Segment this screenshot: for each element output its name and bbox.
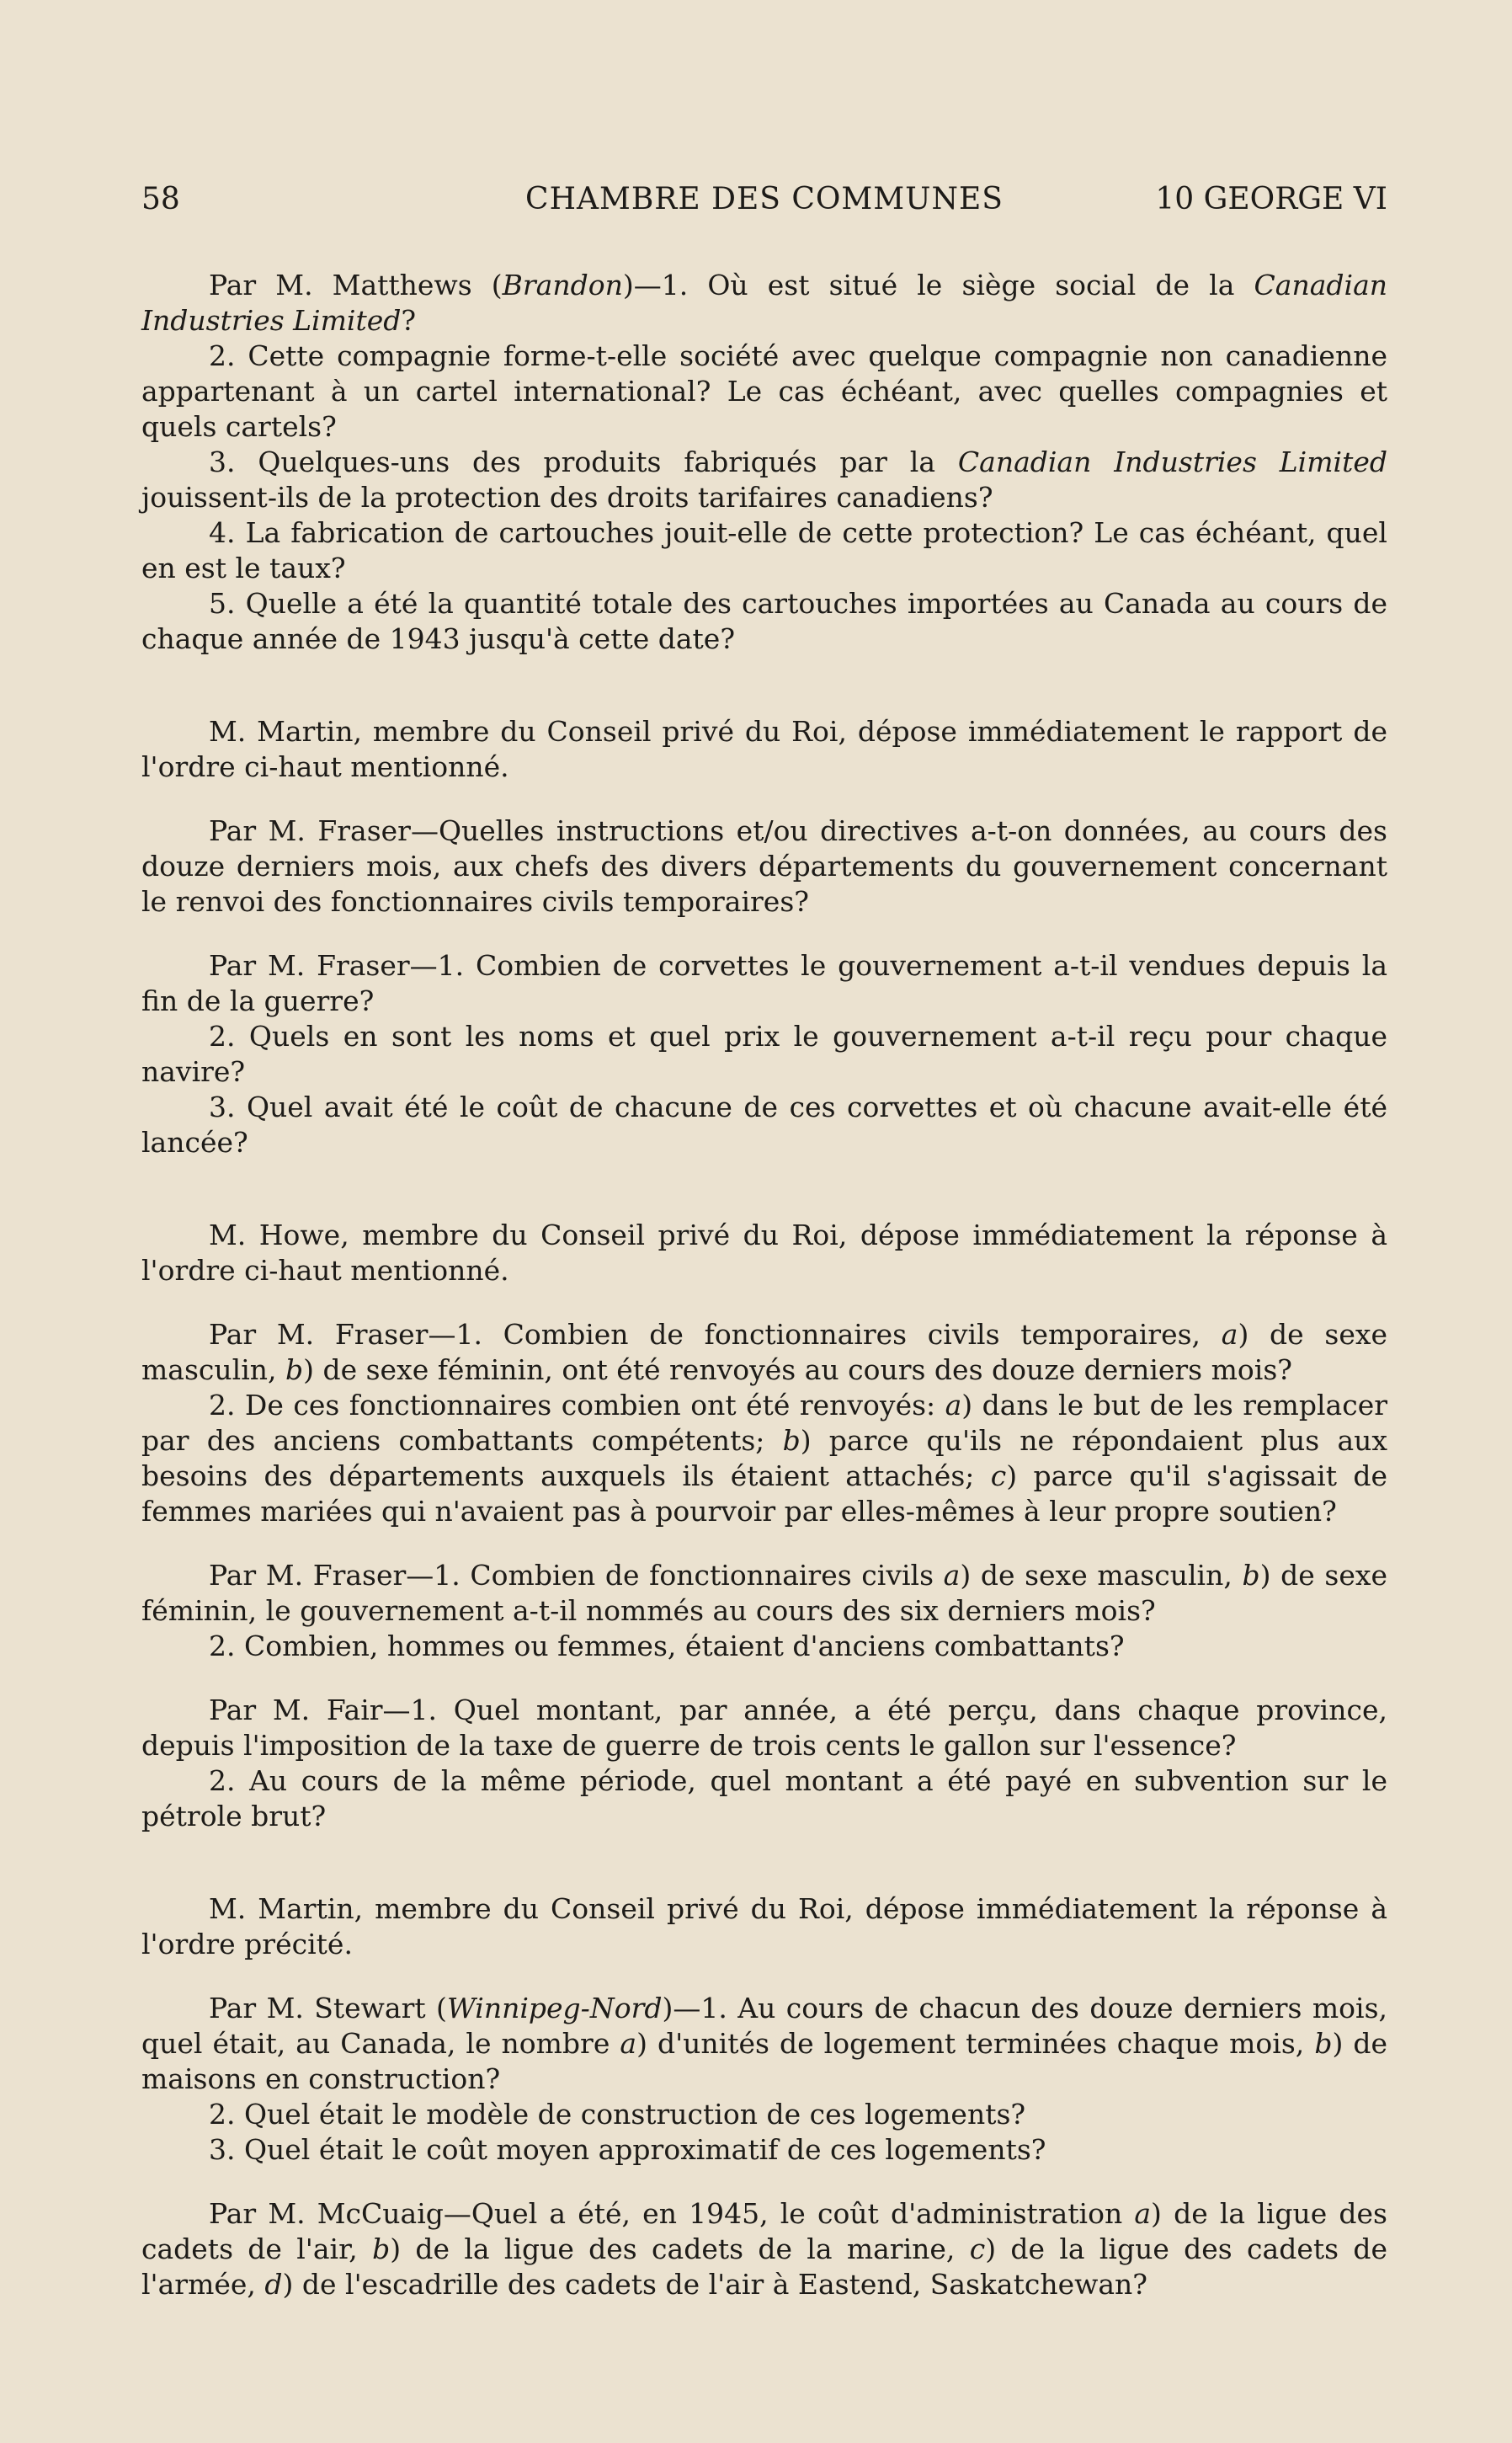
question-fraser-nommes-1: Par M. Fraser—1. Combien de fonctionnaires civils a) de sexe masculin, b) de sexe féminin, le gouvernement a-t-il nommés au cours des six derniers mois? [141,1559,1387,1627]
running-header [141,179,1387,221]
question-fraser-corvettes-3: 3. Quel avait été le coût de chacune de ces corvettes et où chacune avait-elle été lancée? [141,1091,1387,1159]
question-fair-1: Par M. Fair—1. Quel montant, par année, a été perçu, dans chaque province, depuis l'imposition de la taxe de guerre de trois cents le gallon sur l'essence? [141,1694,1387,1762]
question-matthews-5: 5. Quelle a été la quantité totale des cartouches importées au Canada au cours de chaque année de 1943 jusqu'à cette date? [141,587,1387,655]
question-fraser-nommes-2: 2. Combien, hommes ou femmes, étaient d'anciens combattants? [209,1630,1125,1662]
question-fraser-corvettes-2: 2. Quels en sont les noms et quel prix le gouvernement a-t-il reçu pour chaque navire? [141,1020,1387,1088]
journal-title: CHAMBRE DES COMMUNES [525,182,1004,216]
question-stewart-1: Par M. Stewart (Winnipeg-Nord)—1. Au cours de chacun des douze derniers mois, quel était, au Canada, le nombre a) d'unités de logement terminées chaque mois, b) de maisons en construction? [141,1992,1387,2095]
question-matthews-4: 4. La fabrication de cartouches jouit-elle de cette protection? Le cas échéant, quel en est le taux? [141,516,1387,584]
question-fraser-corvettes-1: Par M. Fraser—1. Combien de corvettes le gouvernement a-t-il vendues depuis la fin de la guerre? [141,949,1387,1017]
answer-martin-2: M. Martin, membre du Conseil privé du Roi, dépose immédiatement la réponse à l'ordre précité. [141,1892,1387,1960]
question-matthews-2: 2. Cette compagnie forme-t-elle société avec quelque compagnie non canadienne appartenant à un cartel international? Le cas échéant, avec quelles compagnies et quels cartels? [141,339,1387,443]
regnal-year: 10 GEORGE VI [1155,182,1387,216]
answer-martin-1: M. Martin, membre du Conseil privé du Roi, dépose immédiatement le rapport de l'ordre ci-haut mentionné. [141,715,1387,783]
question-fraser-temporaires-1: Par M. Fraser—1. Combien de fonctionnaires civils temporaires, a) de sexe masculin, b) de sexe féminin, ont été renvoyés au cours des douze derniers mois? [141,1318,1387,1386]
question-fraser-temporaires-2: 2. De ces fonctionnaires combien ont été renvoyés: a) dans le but de les remplacer par des anciens combattants compétents; b) parce qu'ils ne répondaient plus aux besoins des départements auxquels ils étaient attachés; c) parce qu'il s'agissait de femmes mariées qui n'avaient pas à pourvoir par elles-mêmes à leur propre soutien? [141,1389,1387,1528]
body-text [141,268,1387,2302]
question-matthews-3: 3. Quelques-uns des produits fabriqués par la Canadian Industries Limited jouissent-ils de la protection des droits tarifaires canadiens? [141,445,1387,514]
question-matthews-1: Par M. Matthews (Brandon)—1. Où est situé le siège social de la Canadian Industries Limited? [141,269,1388,337]
question-fair-2: 2. Au cours de la même période, quel montant a été payé en subvention sur le pétrole brut? [141,1764,1387,1832]
question-mccuaig: Par M. McCuaig—Quel a été, en 1945, le coût d'administration a) de la ligue des cadets de l'air, b) de la ligue des cadets de la marine, c) de la ligue des cadets de l'armée, d) de l'escadrille des cadets de l'air à Eastend, Saskatchewan? [141,2197,1388,2301]
question-fraser-instructions: Par M. Fraser—Quelles instructions et/ou directives a-t-on données, au cours des douze derniers mois, aux chefs des divers départements du gouvernement concernant le renvoi des fonctionnaires civils temporaires? [141,814,1387,918]
question-stewart-3: 3. Quel était le coût moyen approximatif de ces logements? [209,2133,1046,2166]
answer-howe: M. Howe, membre du Conseil privé du Roi, dépose immédiatement la réponse à l'ordre ci-haut mentionné. [141,1219,1387,1287]
page-number: 58 [141,182,180,216]
question-stewart-2: 2. Quel était le modèle de construction de ces logements? [209,2098,1026,2131]
